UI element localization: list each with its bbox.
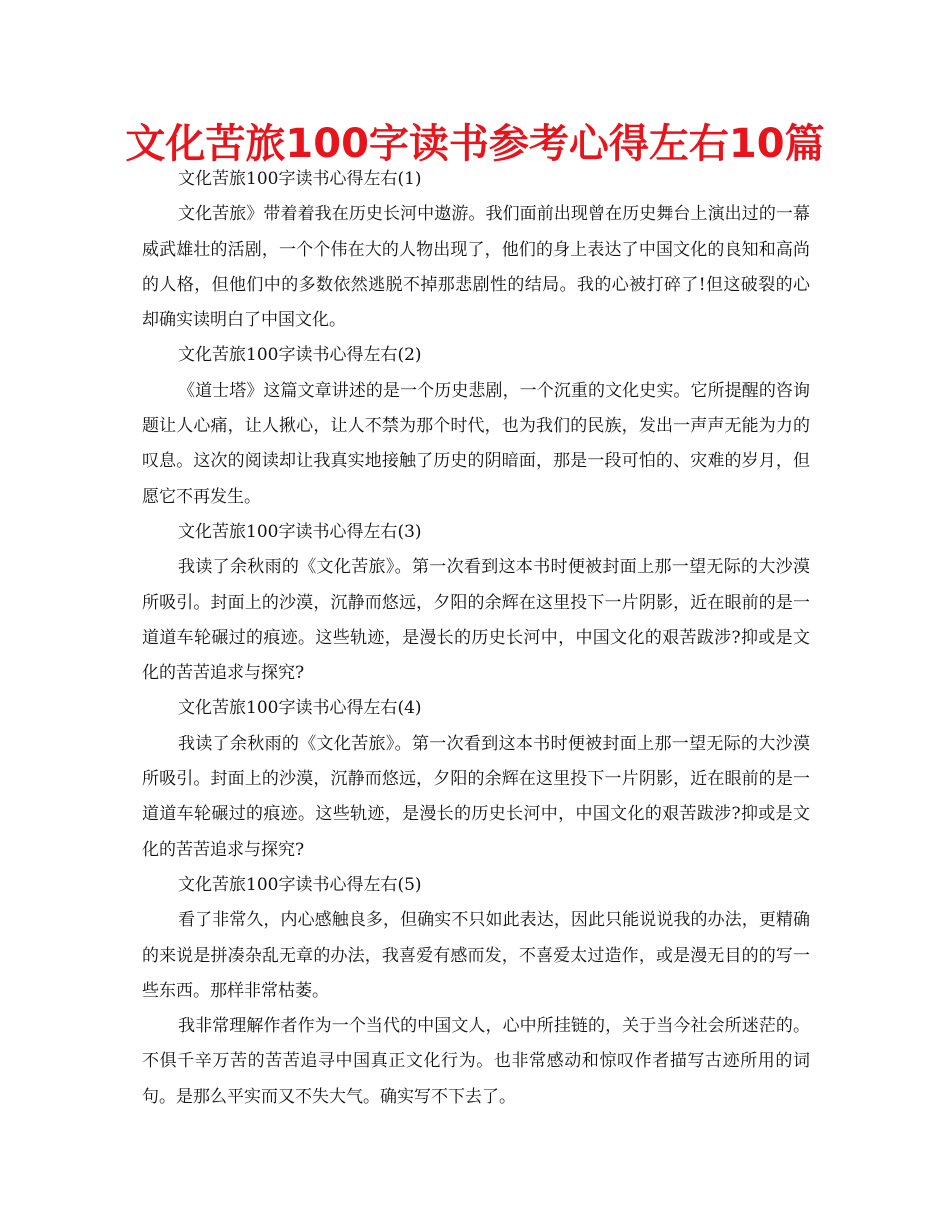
body-paragraph: 《道士塔》这篇文章讲述的是一个历史悲剧，一个沉重的文化史实。它所提醒的咨询题让人心痛，让人揪心，让人不禁为那个时代，也为我们的民族，发出一声声无能为力的叹息。这次的阅读却让我真实地接触了历史的阴暗面，那是一段可怕的、灾难的岁月，但愿它不再发生。 xyxy=(142,380,810,507)
section-heading: 文化苦旅100字读书心得左右(1) xyxy=(178,169,422,189)
document-title: 文化苦旅100字读书参考心得左右10篇 xyxy=(125,121,825,167)
section-heading: 文化苦旅100字读书心得左右(4) xyxy=(178,698,422,719)
section-heading: 文化苦旅100字读书心得左右(3) xyxy=(178,521,422,542)
body-paragraph: 我读了余秋雨的《文化苦旅》。第一次看到这本书时便被封面上那一望无际的大沙漠所吸引。封面上的沙漠，沉静而悠远，夕阳的余辉在这里投下一片阴影，近在眼前的是一道道车轮碾过的痕迹。这些轨迹，是漫长的历史长河中，中国文化的艰苦跋涉?抑或是文化的苦苦追求与探究? xyxy=(142,733,810,860)
section-heading: 文化苦旅100字读书心得左右(5) xyxy=(178,874,422,895)
body-paragraph: 我读了余秋雨的《文化苦旅》。第一次看到这本书时便被封面上那一望无际的大沙漠所吸引。封面上的沙漠，沉静而悠远，夕阳的余辉在这里投下一片阴影，近在眼前的是一道道车轮碾过的痕迹。这些轨迹，是漫长的历史长河中，中国文化的艰苦跋涉?抑或是文化的苦苦追求与探究? xyxy=(142,557,810,684)
body-paragraph: 我非常理解作者作为一个当代的中国文人，心中所挂链的，关于当今社会所迷茫的。不俱千辛万苦的苦苦追寻中国真正文化行为。也非常感动和惊叹作者描写古迹所用的词句。是那么平实而又不失大气。确实写不下去了。 xyxy=(142,1016,810,1107)
document-body xyxy=(142,162,810,1115)
section-heading: 文化苦旅100字读书心得左右(2) xyxy=(178,345,422,366)
body-paragraph: 文化苦旅》带着着我在历史长河中遨游。我们面前出现曾在历史舞台上演出过的一幕威武雄壮的活剧，一个个伟在大的人物出现了，他们的身上表达了中国文化的良知和高尚的人格，但他们中的多数依然逃脱不掉那悲剧性的结局。我的心被打碎了!但这破裂的心却确实读明白了中国文化。 xyxy=(142,204,810,331)
body-paragraph: 看了非常久，内心感触良多，但确实不只如此表达，因此只能说说我的办法，更精确的来说是拼凑杂乱无章的办法，我喜爱有感而发，不喜爱太过造作，或是漫无目的的写一些东西。那样非常枯萎。 xyxy=(142,910,810,1001)
